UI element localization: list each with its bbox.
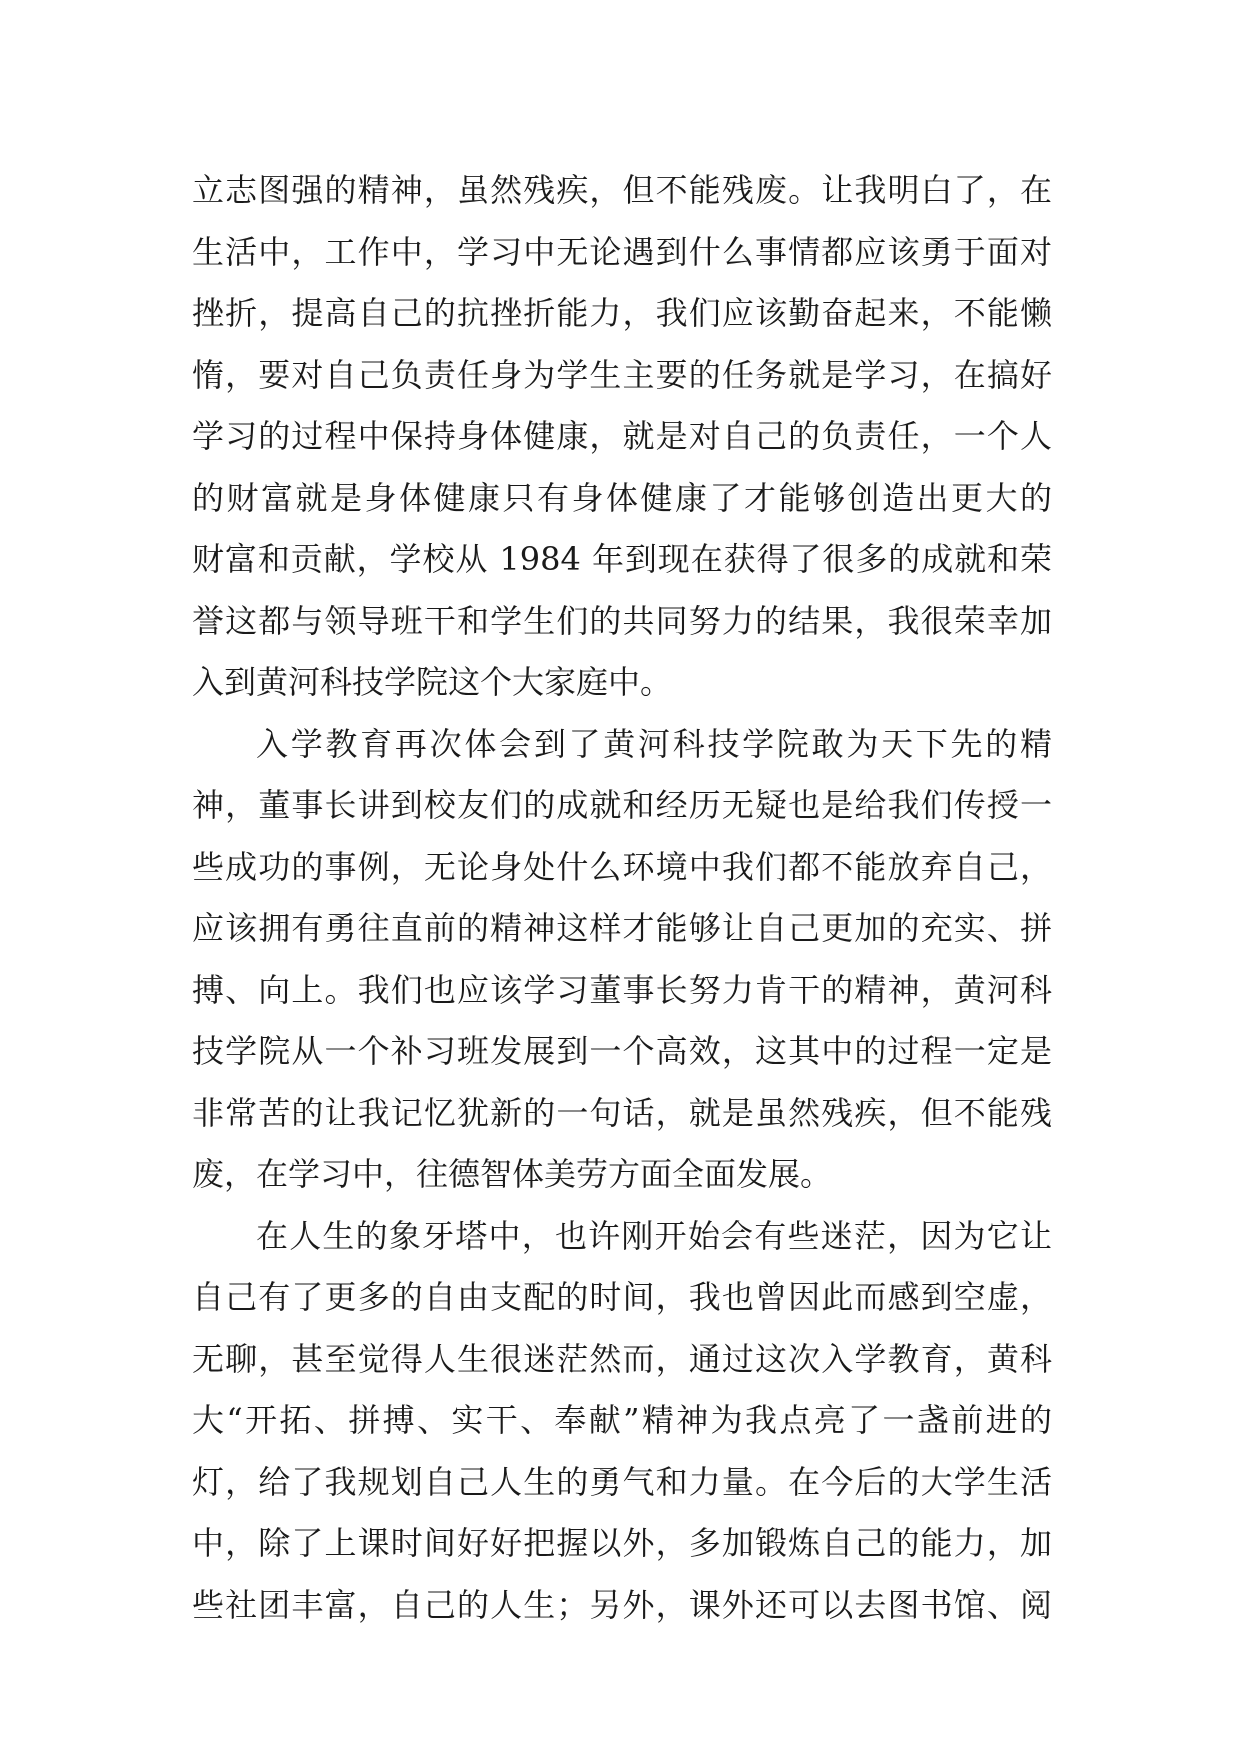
paragraph-2-line-4: 应该拥有勇往直前的精神这样才能够让自己更加的充实、拼: [192, 909, 1052, 947]
paragraph-1-line-8: 誉这都与领导班干和学生们的共同努力的结果，我很荣幸加: [192, 601, 1052, 640]
paragraph-2-line-1: 入学教育再次体会到了黄河科技学院敢为天下先的精: [256, 724, 1052, 763]
paragraph-3-line-1: 在人生的象牙塔中，也许刚开始会有些迷茫，因为它让: [256, 1216, 1052, 1255]
paragraph-1-line-5: 学习的过程中保持身体健康，就是对自己的负责任，一个人: [192, 417, 1052, 455]
paragraph-1-line-7: 财富和贡献，学校从 1984 年到现在获得了很多的成就和荣: [192, 540, 1052, 578]
paragraph-2-line-7: 非常苦的让我记忆犹新的一句话，就是虽然残疾，但不能残: [192, 1093, 1052, 1132]
paragraph-2-line-6: 技学院从一个补习班发展到一个高效，这其中的过程一定是: [192, 1032, 1052, 1070]
paragraph-1-line-1: 立志图强的精神，虽然残疾，但不能残废。让我明白了，在: [192, 171, 1052, 209]
paragraph-1-line-3: 挫折，提高自己的抗挫折能力，我们应该勤奋起来，不能懒: [192, 294, 1052, 332]
paragraph-2-line-5: 搏、向上。我们也应该学习董事长努力肯干的精神，黄河科: [192, 970, 1052, 1009]
paragraph-1-line-9: 入到黄河科技学院这个大家庭中。: [192, 663, 673, 701]
paragraph-2-line-3: 些成功的事例，无论身处什么环境中我们都不能放弃自己，: [192, 847, 1052, 886]
paragraph-1-line-4: 惰，要对自己负责任身为学生主要的任务就是学习，在搞好: [192, 355, 1052, 394]
paragraph-1-line-2: 生活中，工作中，学习中无论遇到什么事情都应该勇于面对: [192, 232, 1052, 271]
paragraph-2-line-8: 废，在学习中，往德智体美劳方面全面发展。: [192, 1155, 833, 1193]
document-body: [192, 160, 1052, 1636]
paragraph-1-line-6: 的财富就是身体健康只有身体健康了才能够创造出更大的: [192, 478, 1052, 517]
paragraph-3-line-2: 自己有了更多的自由支配的时间，我也曾因此而感到空虚，: [192, 1278, 1052, 1316]
paragraph-3-line-7: 些社团丰富，自己的人生；另外，课外还可以去图书馆、阅: [192, 1585, 1052, 1624]
paragraph-3-line-6: 中，除了上课时间好好把握以外，多加锻炼自己的能力，加: [192, 1524, 1052, 1562]
paragraph-3-line-3: 无聊，甚至觉得人生很迷茫然而，通过这次入学教育，黄科: [192, 1339, 1052, 1378]
paragraph-3-line-5: 灯，给了我规划自己人生的勇气和力量。在今后的大学生活: [192, 1462, 1052, 1501]
paragraph-3-line-4: 大“开拓、拼搏、实干、奉献”精神为我点亮了一盏前进的: [192, 1401, 1052, 1439]
paragraph-2-line-2: 神，董事长讲到校友们的成就和经历无疑也是给我们传授一: [192, 786, 1052, 824]
